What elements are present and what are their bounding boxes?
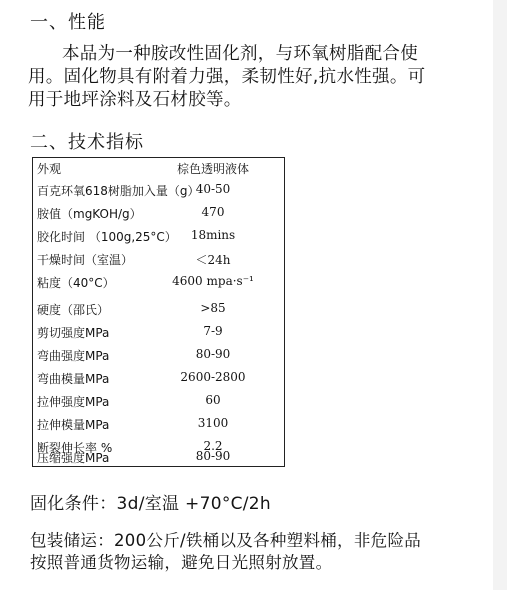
- table-row: [33, 324, 284, 345]
- table-row: [33, 370, 284, 391]
- table-row-last: [32, 449, 285, 470]
- packaging-text: [30, 530, 421, 574]
- spec-key: 干燥时间（室温）: [37, 253, 134, 267]
- table-row: [33, 251, 284, 272]
- spec-table: [32, 157, 285, 467]
- spec-value: 470: [201, 205, 225, 219]
- spec-key: 压缩强度MPa: [37, 451, 110, 465]
- page-edge-bar: [493, 0, 507, 590]
- curing-conditions: 固化条件：3d/室温 +70°C/2h: [30, 494, 272, 514]
- spec-key: 拉伸模量MPa: [37, 418, 110, 432]
- table-row: [33, 274, 284, 295]
- spec-key: 弯曲模量MPa: [37, 372, 110, 386]
- table-row: [33, 347, 284, 368]
- table-row: [33, 416, 284, 437]
- spec-key: 弯曲强度MPa: [37, 349, 110, 363]
- spec-value: 7-9: [203, 324, 223, 338]
- section-heading-specs: 二、技术指标: [30, 132, 144, 153]
- table-row: [33, 160, 284, 181]
- spec-value: 80-90: [195, 449, 231, 463]
- spec-value: 40-50: [195, 182, 231, 196]
- paragraph-line: 用于地坪涂料及石材胶等。: [28, 90, 242, 110]
- spec-value: 3100: [197, 416, 229, 430]
- spec-key: 剪切强度MPa: [37, 326, 110, 340]
- section-heading-performance: 一、性能: [30, 12, 106, 33]
- performance-paragraph: [28, 43, 490, 112]
- table-row: [33, 301, 284, 322]
- packaging-line: 包装储运：200公斤/铁桶以及各种塑料桶，非危险品: [30, 531, 422, 550]
- spec-key: 硬度（邵氏）: [37, 303, 110, 317]
- spec-value: 2.2: [203, 439, 223, 453]
- table-row: [33, 182, 284, 203]
- spec-value: 4600 mpa·s⁻¹: [172, 274, 254, 288]
- spec-key: 胺值（mgKOH/g）: [37, 207, 142, 221]
- spec-key: 断裂伸长率 %: [37, 441, 113, 455]
- spec-key: 拉伸强度MPa: [37, 395, 110, 409]
- spec-value: 60: [205, 393, 221, 407]
- table-row: [33, 393, 284, 414]
- spec-value: 2600-2800: [180, 370, 246, 384]
- spec-key: 外观: [37, 162, 62, 176]
- spec-key: 百克环氧618树脂加入量（g）: [37, 184, 200, 198]
- spec-value: 80-90: [195, 347, 231, 361]
- paragraph-line: 本品为一种胺改性固化剂，与环氧树脂配合使: [62, 44, 418, 64]
- spec-value: 18mins: [190, 228, 236, 242]
- spec-value: ＜24h: [195, 253, 231, 267]
- spec-key: 胶化时间 （100g,25°C）: [37, 230, 177, 244]
- spec-value: 棕色透明液体: [176, 162, 249, 176]
- table-row: [33, 205, 284, 226]
- packaging-line: 按照普通货物运输，避免日光照射放置。: [30, 553, 333, 572]
- table-row: [33, 228, 284, 249]
- paragraph-line: 用。固化物具有附着力强，柔韧性好,抗水性强。可: [28, 67, 426, 87]
- spec-value: >85: [200, 301, 226, 315]
- spec-key: 粘度（40°C）: [37, 276, 115, 290]
